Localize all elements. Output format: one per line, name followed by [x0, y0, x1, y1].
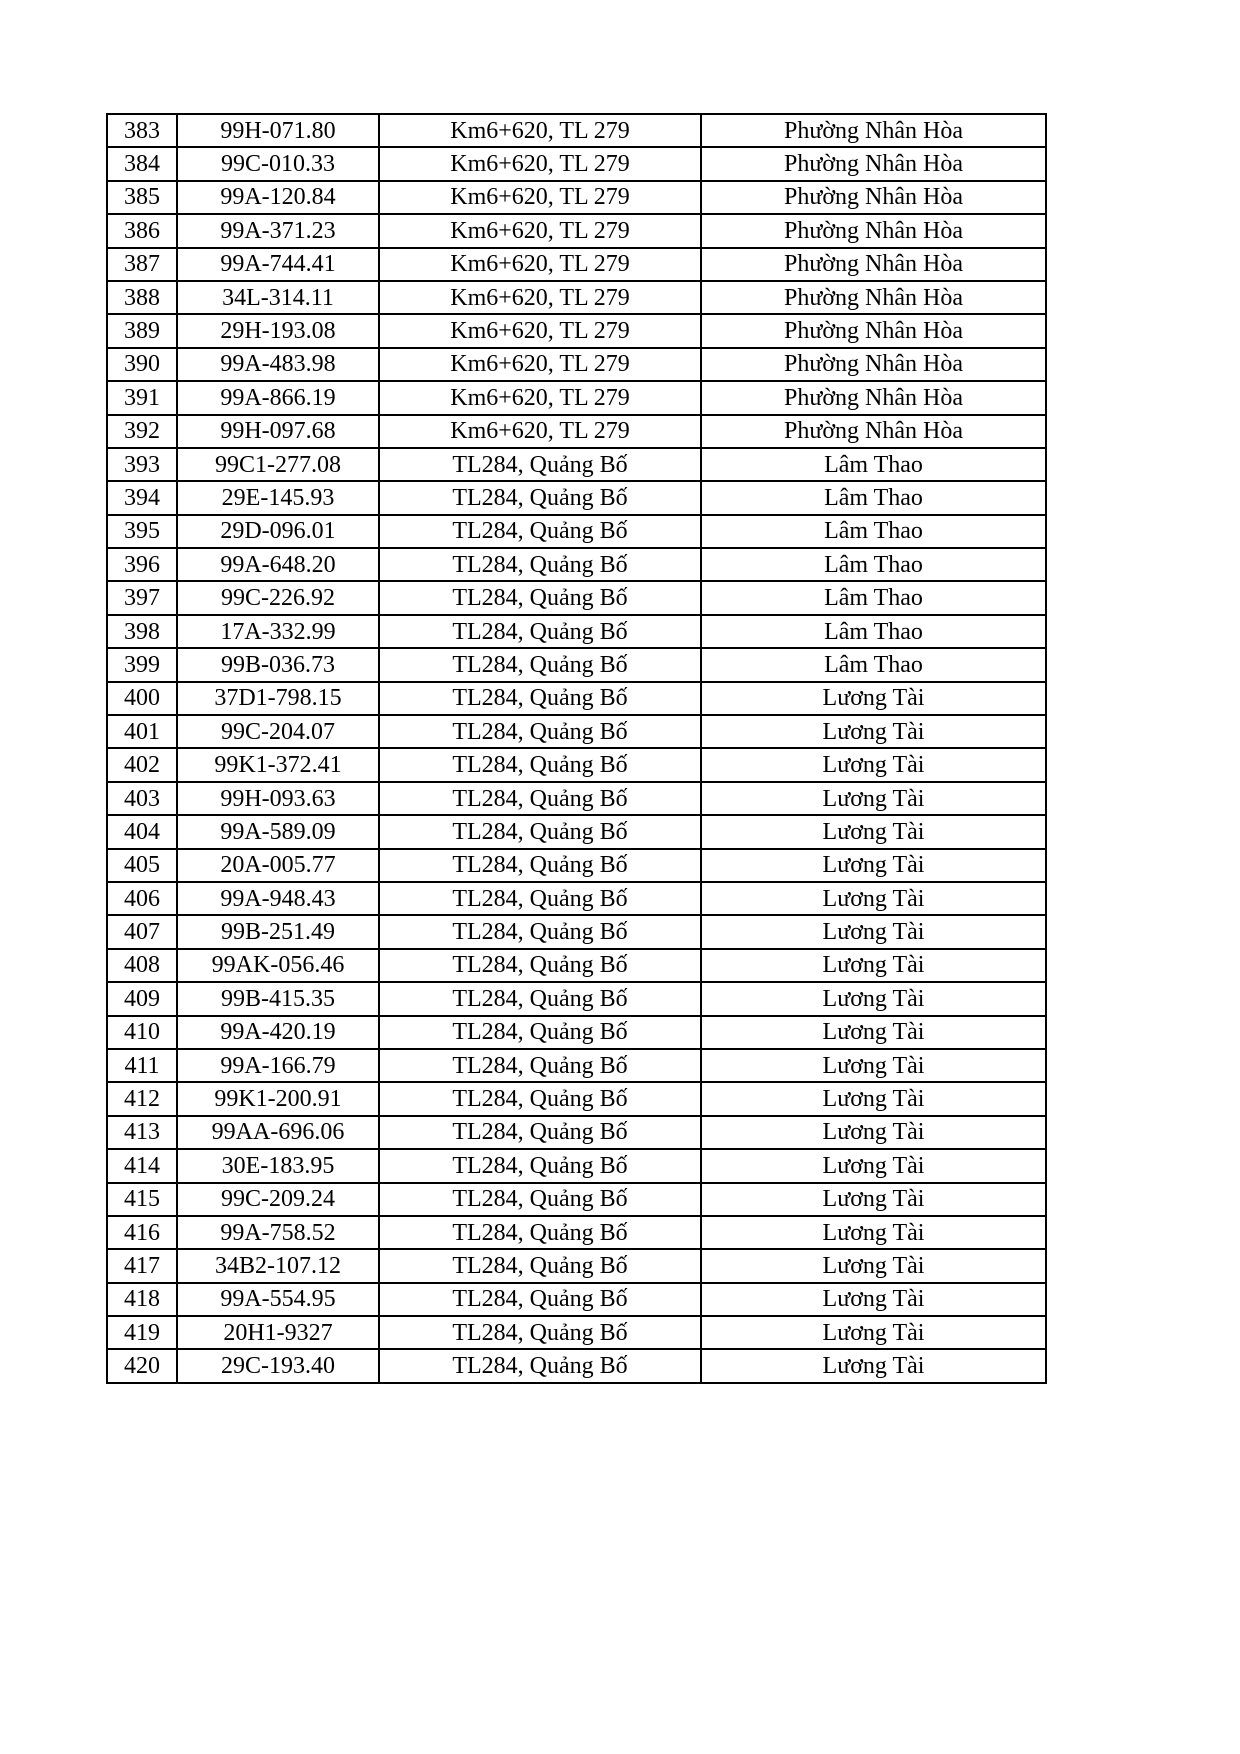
row-number-cell: 396	[107, 548, 177, 581]
unit-cell: Lương Tài	[701, 1116, 1046, 1149]
unit-cell: Lâm Thao	[701, 581, 1046, 614]
license-plate-cell: 99A-420.19	[177, 1016, 379, 1049]
license-plate-cell: 29D-096.01	[177, 515, 379, 548]
table-row	[107, 1249, 1046, 1282]
location-cell: TL284, Quảng Bố	[379, 882, 701, 915]
location-cell: Km6+620, TL 279	[379, 114, 701, 147]
location-cell: Km6+620, TL 279	[379, 381, 701, 414]
license-plate-cell: 99C-010.33	[177, 147, 379, 180]
row-number-cell: 414	[107, 1149, 177, 1182]
row-number-cell: 410	[107, 1016, 177, 1049]
unit-cell: Lương Tài	[701, 1082, 1046, 1115]
table-row	[107, 915, 1046, 948]
unit-cell: Lương Tài	[701, 982, 1046, 1015]
unit-cell: Lương Tài	[701, 1016, 1046, 1049]
table-row	[107, 1049, 1046, 1082]
unit-cell: Lương Tài	[701, 1049, 1046, 1082]
license-plate-cell: 99C-204.07	[177, 715, 379, 748]
location-cell: TL284, Quảng Bố	[379, 1249, 701, 1282]
location-cell: Km6+620, TL 279	[379, 314, 701, 347]
table-row	[107, 815, 1046, 848]
license-plate-cell: 99B-251.49	[177, 915, 379, 948]
license-plate-cell: 99A-483.98	[177, 348, 379, 381]
table-row	[107, 682, 1046, 715]
location-cell: TL284, Quảng Bố	[379, 1016, 701, 1049]
license-plate-cell: 99A-744.41	[177, 248, 379, 281]
location-cell: TL284, Quảng Bố	[379, 548, 701, 581]
table-row	[107, 1082, 1046, 1115]
table-row	[107, 715, 1046, 748]
license-plate-cell: 99AA-696.06	[177, 1116, 379, 1149]
unit-cell: Phường Nhân Hòa	[701, 248, 1046, 281]
location-cell: TL284, Quảng Bố	[379, 1049, 701, 1082]
unit-cell: Lương Tài	[701, 849, 1046, 882]
license-plate-cell: 99A-589.09	[177, 815, 379, 848]
table-row	[107, 1283, 1046, 1316]
license-plate-cell: 29C-193.40	[177, 1349, 379, 1382]
row-number-cell: 387	[107, 248, 177, 281]
location-cell: TL284, Quảng Bố	[379, 481, 701, 514]
unit-cell: Phường Nhân Hòa	[701, 214, 1046, 247]
license-plate-cell: 34L-314.11	[177, 281, 379, 314]
location-cell: TL284, Quảng Bố	[379, 515, 701, 548]
unit-cell: Phường Nhân Hòa	[701, 348, 1046, 381]
table-row	[107, 114, 1046, 147]
location-cell: Km6+620, TL 279	[379, 147, 701, 180]
license-plate-cell: 99A-371.23	[177, 214, 379, 247]
location-cell: Km6+620, TL 279	[379, 415, 701, 448]
location-cell: TL284, Quảng Bố	[379, 1283, 701, 1316]
row-number-cell: 408	[107, 949, 177, 982]
license-plate-cell: 99K1-200.91	[177, 1082, 379, 1115]
row-number-cell: 389	[107, 314, 177, 347]
unit-cell: Lương Tài	[701, 1316, 1046, 1349]
table-row	[107, 648, 1046, 681]
table-row	[107, 982, 1046, 1015]
row-number-cell: 400	[107, 682, 177, 715]
table-row	[107, 181, 1046, 214]
unit-cell: Lương Tài	[701, 1149, 1046, 1182]
location-cell: TL284, Quảng Bố	[379, 949, 701, 982]
license-plate-cell: 37D1-798.15	[177, 682, 379, 715]
unit-cell: Lương Tài	[701, 1283, 1046, 1316]
license-plate-cell: 99C-209.24	[177, 1183, 379, 1216]
table-row	[107, 581, 1046, 614]
unit-cell: Lương Tài	[701, 1249, 1046, 1282]
unit-cell: Lương Tài	[701, 815, 1046, 848]
location-cell: Km6+620, TL 279	[379, 214, 701, 247]
unit-cell: Phường Nhân Hòa	[701, 281, 1046, 314]
unit-cell: Phường Nhân Hòa	[701, 381, 1046, 414]
unit-cell: Lương Tài	[701, 682, 1046, 715]
location-cell: TL284, Quảng Bố	[379, 849, 701, 882]
location-cell: TL284, Quảng Bố	[379, 1149, 701, 1182]
row-number-cell: 417	[107, 1249, 177, 1282]
row-number-cell: 391	[107, 381, 177, 414]
location-cell: TL284, Quảng Bố	[379, 1116, 701, 1149]
license-plate-cell: 29E-145.93	[177, 481, 379, 514]
unit-cell: Lương Tài	[701, 915, 1046, 948]
table-row	[107, 782, 1046, 815]
location-cell: TL284, Quảng Bố	[379, 815, 701, 848]
row-number-cell: 394	[107, 481, 177, 514]
unit-cell: Lương Tài	[701, 715, 1046, 748]
row-number-cell: 390	[107, 348, 177, 381]
location-cell: TL284, Quảng Bố	[379, 715, 701, 748]
table-row	[107, 1116, 1046, 1149]
table-row	[107, 248, 1046, 281]
license-plate-cell: 99A-554.95	[177, 1283, 379, 1316]
location-cell: Km6+620, TL 279	[379, 248, 701, 281]
row-number-cell: 412	[107, 1082, 177, 1115]
table-row	[107, 1183, 1046, 1216]
license-plate-cell: 99C1-277.08	[177, 448, 379, 481]
row-number-cell: 383	[107, 114, 177, 147]
row-number-cell: 415	[107, 1183, 177, 1216]
row-number-cell: 401	[107, 715, 177, 748]
row-number-cell: 399	[107, 648, 177, 681]
table-row	[107, 949, 1046, 982]
license-plate-cell: 99B-036.73	[177, 648, 379, 681]
row-number-cell: 416	[107, 1216, 177, 1249]
location-cell: TL284, Quảng Bố	[379, 682, 701, 715]
unit-cell: Lâm Thao	[701, 515, 1046, 548]
table-row	[107, 147, 1046, 180]
unit-cell: Lâm Thao	[701, 548, 1046, 581]
license-plate-cell: 99C-226.92	[177, 581, 379, 614]
row-number-cell: 393	[107, 448, 177, 481]
location-cell: TL284, Quảng Bố	[379, 915, 701, 948]
row-number-cell: 420	[107, 1349, 177, 1382]
table-row	[107, 1216, 1046, 1249]
unit-cell: Lâm Thao	[701, 448, 1046, 481]
location-cell: TL284, Quảng Bố	[379, 1349, 701, 1382]
location-cell: TL284, Quảng Bố	[379, 615, 701, 648]
row-number-cell: 398	[107, 615, 177, 648]
unit-cell: Lâm Thao	[701, 481, 1046, 514]
location-cell: Km6+620, TL 279	[379, 348, 701, 381]
table-row	[107, 481, 1046, 514]
location-cell: TL284, Quảng Bố	[379, 1216, 701, 1249]
license-plate-cell: 99B-415.35	[177, 982, 379, 1015]
table-row	[107, 1316, 1046, 1349]
license-plate-cell: 99A-166.79	[177, 1049, 379, 1082]
unit-cell: Phường Nhân Hòa	[701, 314, 1046, 347]
unit-cell: Lương Tài	[701, 748, 1046, 781]
license-plate-cell: 99A-948.43	[177, 882, 379, 915]
license-plate-cell: 99A-120.84	[177, 181, 379, 214]
unit-cell: Lương Tài	[701, 949, 1046, 982]
license-plate-cell: 99A-758.52	[177, 1216, 379, 1249]
table-row	[107, 515, 1046, 548]
license-plate-cell: 29H-193.08	[177, 314, 379, 347]
table-row	[107, 1349, 1046, 1382]
license-plate-cell: 99A-866.19	[177, 381, 379, 414]
row-number-cell: 404	[107, 815, 177, 848]
table-row	[107, 615, 1046, 648]
license-plate-cell: 99H-097.68	[177, 415, 379, 448]
violation-table	[106, 113, 1047, 1384]
row-number-cell: 388	[107, 281, 177, 314]
row-number-cell: 397	[107, 581, 177, 614]
row-number-cell: 411	[107, 1049, 177, 1082]
row-number-cell: 405	[107, 849, 177, 882]
row-number-cell: 392	[107, 415, 177, 448]
table-row	[107, 314, 1046, 347]
row-number-cell: 395	[107, 515, 177, 548]
license-plate-cell: 30E-183.95	[177, 1149, 379, 1182]
table-row	[107, 348, 1046, 381]
unit-cell: Phường Nhân Hòa	[701, 147, 1046, 180]
license-plate-cell: 99H-093.63	[177, 782, 379, 815]
table-row	[107, 381, 1046, 414]
table-row	[107, 415, 1046, 448]
unit-cell: Lương Tài	[701, 1183, 1046, 1216]
unit-cell: Lương Tài	[701, 882, 1046, 915]
table-row	[107, 548, 1046, 581]
unit-cell: Phường Nhân Hòa	[701, 181, 1046, 214]
unit-cell: Lâm Thao	[701, 648, 1046, 681]
license-plate-cell: 20A-005.77	[177, 849, 379, 882]
unit-cell: Phường Nhân Hòa	[701, 415, 1046, 448]
row-number-cell: 418	[107, 1283, 177, 1316]
row-number-cell: 407	[107, 915, 177, 948]
unit-cell: Lâm Thao	[701, 615, 1046, 648]
license-plate-cell: 99H-071.80	[177, 114, 379, 147]
row-number-cell: 406	[107, 882, 177, 915]
row-number-cell: 409	[107, 982, 177, 1015]
row-number-cell: 384	[107, 147, 177, 180]
table-row	[107, 1149, 1046, 1182]
location-cell: TL284, Quảng Bố	[379, 1183, 701, 1216]
license-plate-cell: 99K1-372.41	[177, 748, 379, 781]
unit-cell: Lương Tài	[701, 1349, 1046, 1382]
unit-cell: Phường Nhân Hòa	[701, 114, 1046, 147]
row-number-cell: 385	[107, 181, 177, 214]
table-row	[107, 882, 1046, 915]
table-row	[107, 448, 1046, 481]
location-cell: Km6+620, TL 279	[379, 281, 701, 314]
unit-cell: Lương Tài	[701, 1216, 1046, 1249]
row-number-cell: 403	[107, 782, 177, 815]
license-plate-cell: 34B2-107.12	[177, 1249, 379, 1282]
license-plate-cell: 17A-332.99	[177, 615, 379, 648]
license-plate-cell: 99A-648.20	[177, 548, 379, 581]
location-cell: TL284, Quảng Bố	[379, 782, 701, 815]
table-body	[107, 114, 1046, 1383]
row-number-cell: 419	[107, 1316, 177, 1349]
table-row	[107, 281, 1046, 314]
row-number-cell: 402	[107, 748, 177, 781]
location-cell: TL284, Quảng Bố	[379, 1316, 701, 1349]
unit-cell: Lương Tài	[701, 782, 1046, 815]
location-cell: TL284, Quảng Bố	[379, 448, 701, 481]
table-row	[107, 748, 1046, 781]
table-row	[107, 1016, 1046, 1049]
table-row	[107, 849, 1046, 882]
location-cell: Km6+620, TL 279	[379, 181, 701, 214]
location-cell: TL284, Quảng Bố	[379, 1082, 701, 1115]
location-cell: TL284, Quảng Bố	[379, 748, 701, 781]
license-plate-cell: 99AK-056.46	[177, 949, 379, 982]
row-number-cell: 386	[107, 214, 177, 247]
row-number-cell: 413	[107, 1116, 177, 1149]
location-cell: TL284, Quảng Bố	[379, 581, 701, 614]
location-cell: TL284, Quảng Bố	[379, 982, 701, 1015]
location-cell: TL284, Quảng Bố	[379, 648, 701, 681]
license-plate-cell: 20H1-9327	[177, 1316, 379, 1349]
table-row	[107, 214, 1046, 247]
